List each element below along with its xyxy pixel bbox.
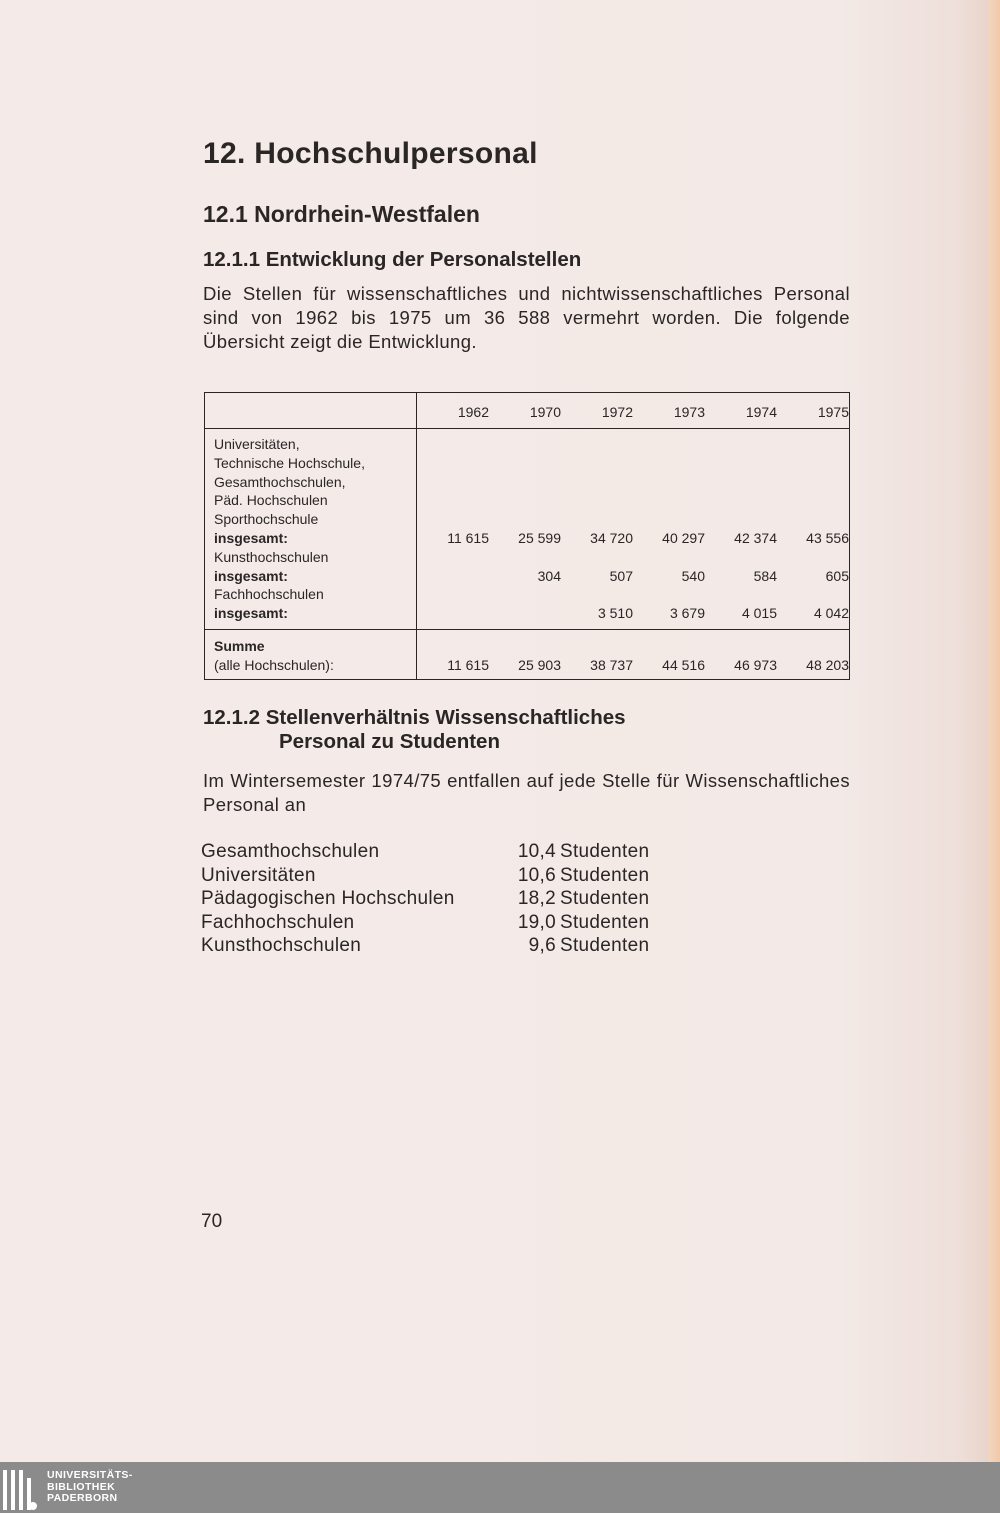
sum-label: Summe — [214, 637, 265, 654]
ratio-unit: Studenten — [560, 935, 650, 957]
library-logo-text — [47, 1470, 133, 1505]
subsection-heading-2-line1: 12.1.2 Stellenverhältnis Wissenschaftliches — [203, 706, 626, 729]
value-cell: 4 015 — [741, 605, 777, 622]
value-cell: 3 510 — [597, 605, 633, 622]
ratio-value: 10,4 — [517, 841, 556, 862]
value-cell: 605 — [825, 567, 849, 584]
paragraph-stellenverhaeltnis: Im Wintersemester 1974/75 entfallen auf jede Stelle für Wissenschaftliches Personal an — [203, 770, 850, 815]
institution-name: Universitäten — [201, 864, 316, 886]
value-cell: 38 737 — [590, 656, 633, 673]
value-cell: 40 297 — [662, 529, 705, 546]
list-item — [201, 887, 649, 911]
value-cell: 25 903 — [518, 656, 561, 673]
year-header: 1975 — [817, 404, 849, 421]
year-header: 1972 — [601, 404, 633, 421]
value-cell: 304 — [537, 567, 561, 584]
year-header: 1973 — [673, 404, 705, 421]
value-cell: 3 679 — [669, 605, 705, 622]
page-number: 70 — [201, 1211, 223, 1232]
library-name-line: UNIVERSITÄTS- — [47, 1469, 133, 1482]
row-label-total: insgesamt: — [214, 605, 288, 622]
ratio-unit: Studenten — [560, 841, 650, 862]
sum-label-cell — [205, 629, 417, 679]
row-label-total: insgesamt: — [214, 529, 288, 546]
value-cell: 42 374 — [734, 529, 777, 546]
value-cell — [489, 604, 561, 623]
paragraph-personalstellen: Die Stellen für wissenschaftliches und nichtwissenschaftliches Personal sind von 1962 bis 1975 um 36 588 vermehrt worden. Die folgende Übersicht zeigt die Entwicklung. — [203, 283, 850, 352]
chapter-heading: 12. Hochschulpersonal — [203, 137, 538, 170]
value-cell: 4 042 — [813, 605, 849, 622]
ratio-unit: Studenten — [560, 888, 650, 910]
institution-name: Pädagogischen Hochschulen — [201, 888, 455, 910]
library-logo-icon — [3, 1466, 37, 1510]
ratio-unit: Studenten — [560, 864, 650, 886]
institution-name: Kunsthochschulen — [201, 935, 362, 957]
uni-values-row — [417, 529, 849, 548]
value-cell: 34 720 — [590, 529, 633, 546]
value-cell: 43 556 — [806, 529, 849, 546]
institution-name: Fachhochschulen — [201, 911, 355, 933]
ratio-list — [201, 840, 649, 958]
kunst-values-row — [417, 567, 849, 586]
value-cell — [417, 567, 489, 586]
personnel-table — [204, 392, 850, 680]
table-sum-row — [205, 629, 850, 679]
table-body-row — [205, 429, 850, 630]
list-item — [201, 934, 649, 958]
values-cell — [417, 429, 850, 630]
sum-values-cell — [417, 629, 850, 679]
row-label: Päd. Hochschulen — [214, 492, 328, 509]
sum-label-sub: (alle Hochschulen): — [214, 656, 334, 673]
row-label: Fachhochschulen — [214, 586, 324, 603]
ratio-value: 19,0 — [517, 911, 556, 933]
value-cell: 44 516 — [662, 656, 705, 673]
table-header-row — [205, 393, 850, 429]
sum-values-row — [417, 656, 849, 675]
value-cell: 584 — [753, 567, 777, 584]
value-cell: 11 615 — [447, 656, 489, 673]
value-cell — [417, 604, 489, 623]
subsection-heading-2-line2: Personal zu Studenten — [279, 730, 500, 753]
ratio-value: 18,2 — [517, 888, 556, 910]
list-item — [201, 840, 649, 864]
value-cell: 48 203 — [806, 656, 849, 673]
year-header: 1970 — [529, 404, 561, 421]
year-header: 1962 — [457, 404, 489, 421]
row-label-total: insgesamt: — [214, 567, 288, 584]
list-item — [201, 911, 649, 935]
value-cell: 11 615 — [447, 529, 489, 546]
header-years-cell — [417, 393, 850, 429]
institution-name: Gesamthochschulen — [201, 841, 380, 862]
page-edge — [988, 0, 1000, 1462]
year-header: 1974 — [745, 404, 777, 421]
ratio-value: 9,6 — [528, 935, 556, 957]
value-cell: 507 — [609, 567, 633, 584]
fach-values-row — [417, 604, 849, 623]
library-footer-bar — [0, 1462, 1000, 1513]
ratio-value: 10,6 — [517, 864, 556, 886]
ratio-unit: Studenten — [560, 911, 650, 933]
row-label: Kunsthochschulen — [214, 548, 329, 565]
subsection-heading-2 — [203, 706, 626, 754]
value-cell: 46 973 — [734, 656, 777, 673]
row-label: Technische Hochschule, — [214, 454, 365, 471]
row-label: Sporthochschule — [214, 511, 319, 528]
library-name-line: PADERBORN — [47, 1492, 118, 1505]
row-label: Universitäten, — [214, 436, 300, 452]
header-empty-cell — [205, 393, 417, 429]
row-labels — [205, 429, 417, 630]
value-cell: 540 — [681, 567, 705, 584]
list-item — [201, 864, 649, 888]
subsection-heading-1: 12.1.1 Entwicklung der Personalstellen — [203, 248, 582, 271]
row-label: Gesamthochschulen, — [214, 473, 346, 490]
value-cell: 25 599 — [518, 529, 561, 546]
library-name-line: BIBLIOTHEK — [47, 1480, 116, 1493]
section-heading: 12.1 Nordrhein-Westfalen — [203, 201, 480, 227]
